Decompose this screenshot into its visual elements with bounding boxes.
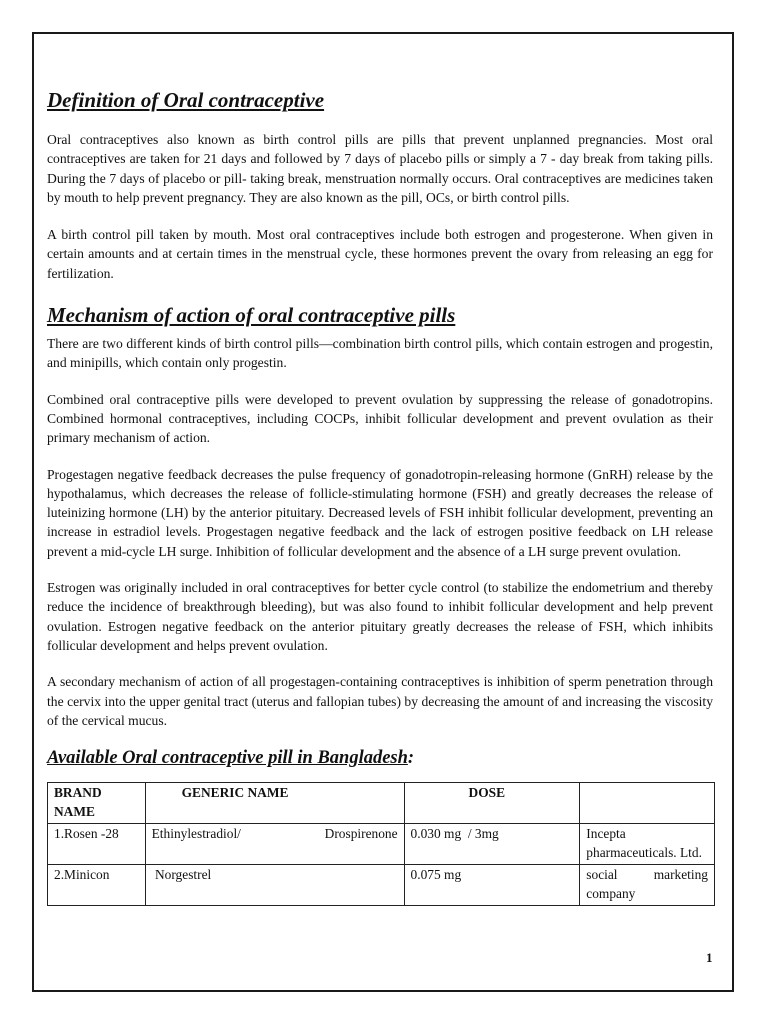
- table-header-row: [48, 783, 715, 824]
- section-heading-definition: Definition of Oral contraceptive: [47, 88, 325, 112]
- mechanism-paragraph-4: Estrogen was originally included in oral contraceptives for better cycle control (to stabilize the endometrium and thereby reduce the incidence of breakthrough bleeding), but was also found to inhibit follicular development and help prevent ovulation. Estrogen negative feedback on the anterior pituitary greatly decreases the release of FSH, which inhibits follicular development and helps prevent ovulation.: [47, 580, 713, 653]
- cell-dose: 0.030 mg / 3mg: [404, 824, 580, 865]
- document-body: [47, 86, 713, 906]
- header-generic-name: GENERIC NAME: [145, 783, 404, 824]
- available-pills-title-colon: :: [407, 748, 415, 769]
- cell-manufacturer: social marketing company: [580, 865, 715, 906]
- table-row: [48, 824, 715, 865]
- cell-generic: Ethinylestradiol/ Drospirenone: [145, 824, 404, 865]
- section-heading-mechanism: Mechanism of action of oral contraceptive pills: [47, 303, 456, 328]
- cell-generic: Norgestrel: [145, 865, 404, 906]
- definition-paragraph-1: Oral contraceptives also known as birth control pills are pills that prevent unplanned pregnancies. Most oral contraceptives are taken for 21 days and followed by 7 days of placebo pills or simply a 7 - day break from taking pills. During the 7 days of placebo or pill- taking break, menstruation normally occurs. Oral contraceptives are medicines taken by mouth to help prevent pregnancy. They are also known as the pill, OCs, or birth control pills.: [47, 132, 713, 205]
- mechanism-paragraph-2: Combined oral contraceptive pills were developed to prevent ovulation by suppressing the release of gonadotropins. Combined hormonal contraceptives, including COCPs, inhibit follicular development and prevent ovulation as their primary mechanism of action.: [47, 391, 713, 446]
- cell-manufacturer: Incepta pharmaceuticals. Ltd.: [580, 824, 715, 865]
- definition-paragraph-2: A birth control pill taken by mouth. Most oral contraceptives include both estrogen and progesterone. When given in certain amounts and at certain times in the menstrual cycle, these hormones prevent the ovary from releasing an egg for fertilization.: [47, 227, 713, 281]
- mechanism-paragraph-1: There are two different kinds of birth control pills—combination birth control pills, which contain estrogen and progestin, and minipills, which contain only progestin.: [47, 336, 713, 371]
- mechanism-paragraph-5: A secondary mechanism of action of all progestagen-containing contraceptives is inhibition of sperm penetration through the cervix into the upper genital tract (uterus and fallopian tubes) by decreasing the amount of and increasing the viscosity of the cervical mucus.: [47, 674, 713, 728]
- mechanism-paragraph-3: Progestagen negative feedback decreases the pulse frequency of gonadotropin-releasing hormone (GnRH) release by the hypothalamus, which decreases the release of follicle-stimulating hormone (FSH) and greatly decreases the release of luteinizing hormone (LH) by the anterior pituitary. Decreased levels of FSH inhibit follicular development, preventing an increase in estradiol levels. Progestagen negative feedback and the lack of estrogen positive feedback on LH release prevent a mid-cycle LH surge. Inhibition of follicular development and the absence of a LH surge prevent ovulation.: [47, 466, 713, 559]
- page-number: 1: [706, 950, 713, 965]
- cell-brand: 1.Rosen -28: [48, 824, 146, 865]
- section-heading-available-pills: [47, 744, 713, 772]
- available-pills-title-text: Available Oral contraceptive pill in Bangladesh: [47, 748, 408, 769]
- header-dose: DOSE: [404, 783, 580, 824]
- header-manufacturer: [580, 783, 715, 824]
- cell-dose: 0.075 mg: [404, 865, 580, 906]
- cell-brand: 2.Minicon: [48, 865, 146, 906]
- table-row: [48, 865, 715, 906]
- header-brand-name: BRAND NAME: [48, 783, 146, 824]
- pill-table: [47, 782, 715, 906]
